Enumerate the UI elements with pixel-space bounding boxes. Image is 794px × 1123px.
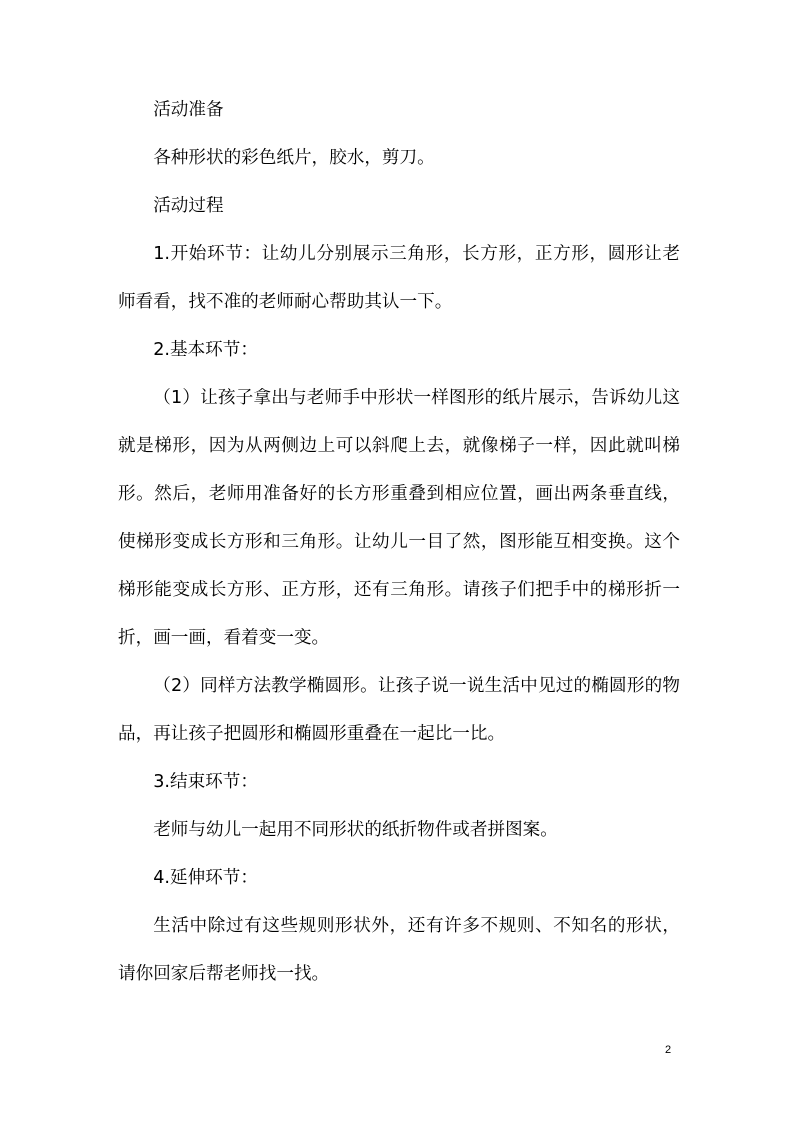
heading-activity-process: 活动过程 [153, 196, 224, 216]
paragraph-ellipse-teaching: （2）同样方法教学椭圆形。让孩子说一说生活中见过的椭圆形的物品，再让孩子把圆形和椭圆形重叠在一起比一比。 [118, 676, 680, 744]
paragraph-materials: 各种形状的彩色纸片，胶水，剪刀。 [153, 148, 435, 168]
heading-extension-stage: 4.延伸环节： [153, 868, 258, 888]
paragraph-trapezoid-teaching: （1）让孩子拿出与老师手中形状一样图形的纸片展示，告诉幼儿这就是梯形，因为从两侧边上可以斜爬上去，就像梯子一样，因此就叫梯形。然后，老师用准备好的长方形重叠到相应位置，画出两条垂直线，使梯形变成长方形和三角形。让幼儿一目了然，图形能互相变换。这个梯形能变成长方形、正方形，还有三角形。请孩子们把手中的梯形折一折，画一画，看着变一变。 [118, 388, 680, 648]
page-number: 2 [665, 1044, 672, 1056]
paragraph-extension-activity: 生活中除过有这些规则形状外，还有许多不规则、不知名的形状，请你回家后帮老师找一找。 [118, 916, 680, 984]
heading-closing-stage: 3.结束环节： [153, 772, 258, 792]
heading-activity-preparation: 活动准备 [153, 100, 224, 120]
heading-basic-stage: 2.基本环节： [153, 340, 258, 360]
paragraph-opening-stage: 1.开始环节：让幼儿分别展示三角形，长方形，正方形，圆形让老师看看，找不准的老师耐心帮助其认一下。 [118, 244, 680, 312]
paragraph-closing-activity: 老师与幼儿一起用不同形状的纸折物件或者拼图案。 [153, 820, 558, 840]
